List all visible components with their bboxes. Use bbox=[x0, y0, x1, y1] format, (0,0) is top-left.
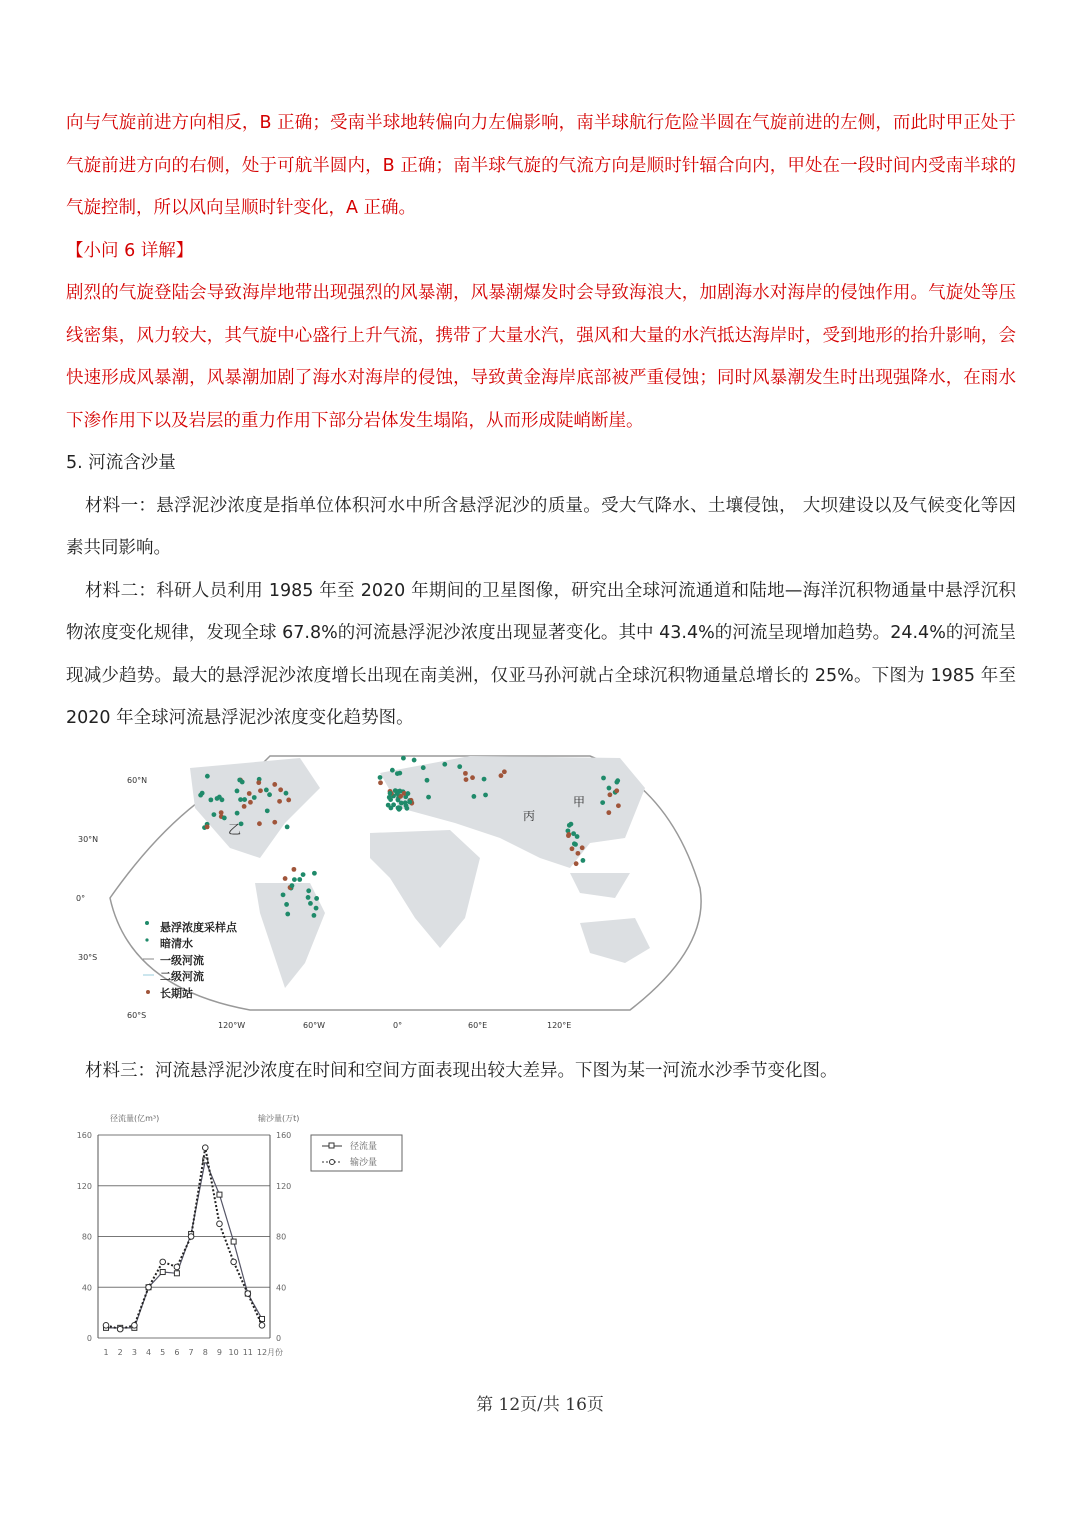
map-point bbox=[292, 877, 297, 882]
map-point bbox=[470, 775, 475, 780]
map-point bbox=[312, 871, 317, 876]
map-point bbox=[395, 791, 400, 796]
map-point bbox=[426, 795, 431, 800]
map-point bbox=[217, 795, 222, 800]
map-point bbox=[198, 793, 203, 798]
data-point bbox=[259, 1323, 265, 1329]
map-point bbox=[607, 786, 612, 791]
map-point bbox=[252, 795, 257, 800]
data-point bbox=[103, 1323, 109, 1329]
map-point bbox=[391, 802, 396, 807]
place-label-jia: 甲 bbox=[573, 795, 586, 809]
map-point bbox=[281, 892, 286, 897]
map-point bbox=[570, 846, 575, 851]
map-point bbox=[284, 902, 289, 907]
map-point bbox=[567, 823, 572, 828]
data-point bbox=[174, 1264, 180, 1270]
y-tick-left: 40 bbox=[81, 1283, 92, 1293]
material-3: 材料三：河流悬浮泥沙浓度在时间和空间方面表现出较大差异。下图为某一河流水沙季节变化图。 bbox=[85, 1061, 838, 1081]
map-point bbox=[283, 876, 288, 881]
answer-continuation: 向与气旋前进方向相反，B 正确；受南半球地转偏向力左偏影响，南半球航行危险半圆在气旋前进的左侧，而此时甲正处于气旋前进方向的右侧，处于可航半圆内，B 正确；南半球气旋的气流方向是顺时针辐合向内，甲处在一段时间内受南半球的气旋控制，所以风向呈顺时针变化，A 正确。 bbox=[66, 113, 1016, 218]
legend-river-2: 二级河流 bbox=[160, 970, 204, 983]
x-tick: 5 bbox=[160, 1348, 166, 1357]
water-sediment-chart bbox=[70, 1105, 420, 1365]
x-tick: 8 bbox=[202, 1348, 208, 1357]
series-line-sediment bbox=[106, 1148, 262, 1329]
map-point bbox=[258, 788, 263, 793]
map-point bbox=[404, 803, 409, 808]
map-point bbox=[457, 764, 462, 769]
data-point bbox=[231, 1239, 236, 1244]
lat-label: 60°N bbox=[127, 776, 148, 785]
map-point bbox=[267, 792, 272, 797]
map-point bbox=[463, 771, 468, 776]
y-tick-right: 80 bbox=[276, 1232, 287, 1242]
map-point bbox=[265, 808, 270, 813]
x-tick: 12 bbox=[256, 1348, 268, 1357]
map-point bbox=[292, 867, 297, 872]
map-point bbox=[601, 776, 606, 781]
map-point bbox=[222, 816, 227, 821]
map-point bbox=[247, 791, 252, 796]
x-tick: 3 bbox=[131, 1348, 137, 1357]
map-point bbox=[600, 800, 605, 805]
chart-legend bbox=[311, 1135, 402, 1171]
map-point bbox=[290, 883, 295, 888]
map-point bbox=[482, 777, 487, 782]
data-point bbox=[217, 1192, 222, 1197]
right-axis-label: 输沙量(万t) bbox=[258, 1114, 300, 1123]
y-tick-right: 160 bbox=[276, 1131, 292, 1140]
place-label-bing: 丙 bbox=[523, 809, 536, 823]
map-point bbox=[406, 791, 411, 796]
y-tick-left: 0 bbox=[86, 1334, 92, 1343]
data-point bbox=[217, 1221, 223, 1227]
map-point bbox=[264, 788, 269, 793]
data-point bbox=[231, 1259, 237, 1265]
section-title: 5. 河流含沙量 bbox=[66, 453, 176, 473]
x-tick: 1 bbox=[103, 1348, 109, 1357]
map-point bbox=[571, 831, 576, 836]
map-point bbox=[378, 775, 383, 780]
map-point bbox=[464, 777, 469, 782]
map-point bbox=[306, 888, 311, 893]
map-point bbox=[278, 787, 283, 792]
legend-river-1: 一级河流 bbox=[160, 954, 204, 967]
q6-explanation: 剧烈的气旋登陆会导致海岸地带出现强烈的风暴潮，风暴潮爆发时会导致海浪大，加剧海水对海岸的侵蚀作用。气旋处等压线密集，风力较大，其气旋中心盛行上升气流，携带了大量水汽，强风和大量的水汽抵达海岸时，受到地形的抬升影响，会快速形成风暴潮，风暴潮加剧了海水对海岸的侵蚀，导致黄金海岸底部被严重侵蚀；同时风暴潮发生时出现强降水，在雨水下渗作用下以及岩层的重力作用下部分岩体发生塌陷，从而形成陡峭断崖。 bbox=[66, 283, 1016, 431]
map-point bbox=[314, 896, 319, 901]
lon-label: 120°E bbox=[547, 1021, 572, 1030]
data-point bbox=[174, 1271, 179, 1276]
map-point bbox=[390, 768, 395, 773]
map-point bbox=[387, 795, 392, 800]
map-point bbox=[205, 774, 210, 779]
map-point bbox=[235, 789, 240, 794]
map-point bbox=[572, 841, 577, 846]
map-point bbox=[308, 901, 313, 906]
map-point bbox=[580, 845, 585, 850]
map-point bbox=[576, 851, 581, 856]
map-point bbox=[606, 810, 611, 815]
y-tick-right: 120 bbox=[276, 1181, 292, 1191]
x-tick: 11 bbox=[242, 1348, 253, 1357]
data-point bbox=[160, 1270, 165, 1275]
map-point bbox=[483, 793, 488, 798]
material-1: 材料一：悬浮泥沙浓度是指单位体积河水中所含悬浮泥沙的质量。受大气降水、土壤侵蚀， 大坝建设以及气候变化等因素共同影响。 bbox=[66, 495, 1016, 558]
left-axis-label: 径流量(亿m³) bbox=[110, 1114, 160, 1123]
map-point bbox=[285, 912, 290, 917]
material-2: 材料二：科研人员利用 1985 年至 2020 年期间的卫星图像，研究出全球河流通道和陆地—海洋沉积物通量中悬浮沉积物浓度变化规律，发现全球 67.8%的河流悬浮泥沙浓度出现显著变化。其中 43.4%的河流呈现增加趋势。24.4%的河流呈现减少趋势。最大的悬浮泥沙浓度增长出现在南美洲，仅亚马孙河就占全球沉积物通量总增长的 25%。下图为 1985 年至 2020 年全球河流悬浮泥沙浓度变化趋势图。 bbox=[66, 580, 1016, 728]
lon-label: 60°E bbox=[468, 1021, 488, 1030]
map-point bbox=[277, 799, 282, 804]
map-point bbox=[242, 804, 247, 809]
map-point bbox=[205, 824, 210, 829]
map-point bbox=[399, 801, 404, 806]
map-point bbox=[499, 773, 504, 778]
map-point bbox=[616, 803, 621, 808]
map-point bbox=[396, 805, 401, 810]
map-point bbox=[285, 825, 290, 830]
y-tick-left: 120 bbox=[76, 1181, 92, 1191]
map-point bbox=[412, 758, 417, 763]
x-tick: 6 bbox=[174, 1348, 180, 1357]
data-point bbox=[245, 1291, 251, 1297]
data-point bbox=[202, 1145, 208, 1151]
map-point bbox=[208, 797, 213, 802]
x-tick: 7 bbox=[188, 1348, 194, 1357]
legend-sample: 悬浮浓度采样点 bbox=[160, 921, 237, 934]
map-point bbox=[607, 792, 612, 797]
map-point bbox=[297, 877, 302, 882]
map-point bbox=[257, 821, 262, 826]
longitude-labels bbox=[218, 1021, 571, 1030]
lat-label: 60°S bbox=[127, 1011, 147, 1020]
map-point bbox=[235, 811, 240, 816]
y-tick-left: 160 bbox=[76, 1131, 92, 1140]
map-point bbox=[238, 797, 243, 802]
legend-sediment: 输沙量 bbox=[350, 1158, 378, 1168]
map-point bbox=[397, 771, 402, 776]
map-point bbox=[312, 913, 317, 918]
x-tick: 4 bbox=[145, 1348, 152, 1357]
map-point bbox=[566, 832, 571, 837]
map-point bbox=[284, 791, 289, 796]
map-point bbox=[272, 782, 277, 787]
map-point bbox=[314, 906, 319, 911]
map-point bbox=[301, 872, 306, 877]
data-point bbox=[146, 1284, 152, 1290]
y-tick-left: 80 bbox=[81, 1232, 92, 1242]
map-point bbox=[614, 788, 619, 793]
map-point bbox=[425, 778, 430, 783]
lat-label: 30°N bbox=[78, 835, 99, 844]
legend-station: 长期站 bbox=[160, 987, 193, 1000]
q6-heading: 【小问 6 详解】 bbox=[66, 240, 194, 261]
world-river-map bbox=[70, 748, 710, 1038]
x-tick: 9 bbox=[216, 1348, 223, 1357]
data-point bbox=[160, 1259, 166, 1265]
x-tick: 2 bbox=[117, 1348, 123, 1357]
lat-label: 30°S bbox=[78, 953, 98, 962]
map-point bbox=[388, 791, 393, 796]
answer-body bbox=[66, 102, 1016, 740]
map-point bbox=[615, 778, 620, 783]
map-point bbox=[212, 812, 217, 817]
map-point bbox=[442, 762, 447, 767]
data-point bbox=[188, 1234, 194, 1240]
place-label-yi: 乙 bbox=[228, 823, 242, 838]
data-point bbox=[117, 1326, 123, 1332]
legend-runoff: 径流量 bbox=[350, 1142, 378, 1152]
map-point bbox=[421, 765, 426, 770]
map-point bbox=[502, 769, 507, 774]
map-point bbox=[401, 756, 406, 761]
map-point bbox=[407, 800, 412, 805]
map-point bbox=[256, 780, 261, 785]
x-tick: 10 bbox=[228, 1348, 239, 1357]
y-tick-right: 40 bbox=[276, 1283, 287, 1293]
map-point bbox=[471, 794, 476, 799]
x-axis-label: 月份 bbox=[267, 1348, 283, 1357]
page-footer: 第 12页/共 16页 bbox=[476, 1395, 604, 1415]
lon-label: 120°W bbox=[218, 1021, 246, 1030]
map-point bbox=[306, 895, 311, 900]
data-point bbox=[132, 1323, 138, 1329]
legend-darkwater: 暗清水 bbox=[160, 937, 193, 950]
map-point bbox=[272, 820, 277, 825]
map-point bbox=[248, 800, 253, 805]
lon-label: 0° bbox=[393, 1021, 403, 1030]
map-point bbox=[581, 858, 586, 863]
lon-label: 60°W bbox=[303, 1021, 326, 1030]
lat-label: 0° bbox=[76, 894, 86, 903]
map-point bbox=[286, 798, 291, 803]
map-point bbox=[378, 780, 383, 785]
y-tick-right: 0 bbox=[276, 1334, 282, 1343]
map-point bbox=[574, 861, 579, 866]
map-point bbox=[240, 780, 245, 785]
